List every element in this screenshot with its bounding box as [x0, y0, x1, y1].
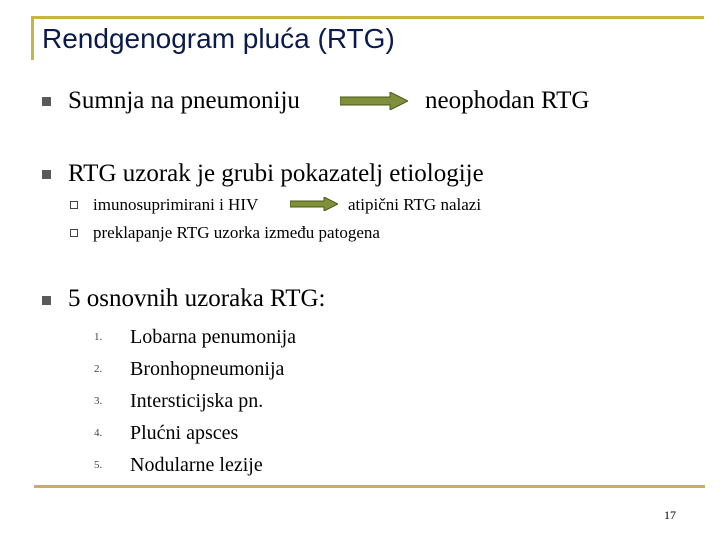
square-bullet-icon — [42, 170, 51, 179]
square-bullet-icon — [42, 296, 51, 305]
numbered-item-5-text: Nodularne lezije — [130, 454, 263, 476]
bullet-2-text: RTG uzorak je grubi pokazatelj etiologije — [68, 160, 484, 187]
numbered-item-2-number: 2. — [94, 363, 103, 375]
numbered-item-3-text: Intersticijska pn. — [130, 390, 264, 412]
hollow-square-bullet-icon — [70, 201, 78, 209]
title-frame-vertical — [31, 16, 34, 60]
hollow-square-bullet-icon — [70, 229, 78, 237]
right-arrow-icon — [340, 92, 408, 110]
numbered-item-4-text: Plućni apsces — [130, 422, 239, 444]
slide-title: Rendgenogram pluća (RTG) — [42, 23, 395, 54]
numbered-item-3-number: 3. — [94, 395, 103, 407]
title-frame-horizontal — [31, 16, 704, 19]
numbered-item-1-text: Lobarna penumonija — [130, 326, 297, 348]
bullet-3-text: 5 osnovnih uzoraka RTG: — [68, 285, 326, 312]
right-arrow-icon — [290, 197, 338, 211]
numbered-item-1-number: 1. — [94, 331, 103, 343]
numbered-item-4-number: 4. — [94, 427, 103, 439]
subitem-1-text-after: atipični RTG nalazi — [348, 195, 482, 214]
bullet-1-text-before: Sumnja na pneumoniju — [68, 87, 300, 114]
numbered-item-2-text: Bronhopneumonija — [130, 358, 285, 380]
bottom-rule — [34, 485, 705, 488]
bullet-1-text-after: neophodan RTG — [425, 87, 590, 114]
numbered-item-5-number: 5. — [94, 459, 103, 471]
page-number: 17 — [664, 508, 676, 522]
subitem-2-text: preklapanje RTG uzorka između patogena — [93, 223, 380, 242]
square-bullet-icon — [42, 97, 51, 106]
subitem-1-text-before: imunosuprimirani i HIV — [93, 195, 259, 214]
